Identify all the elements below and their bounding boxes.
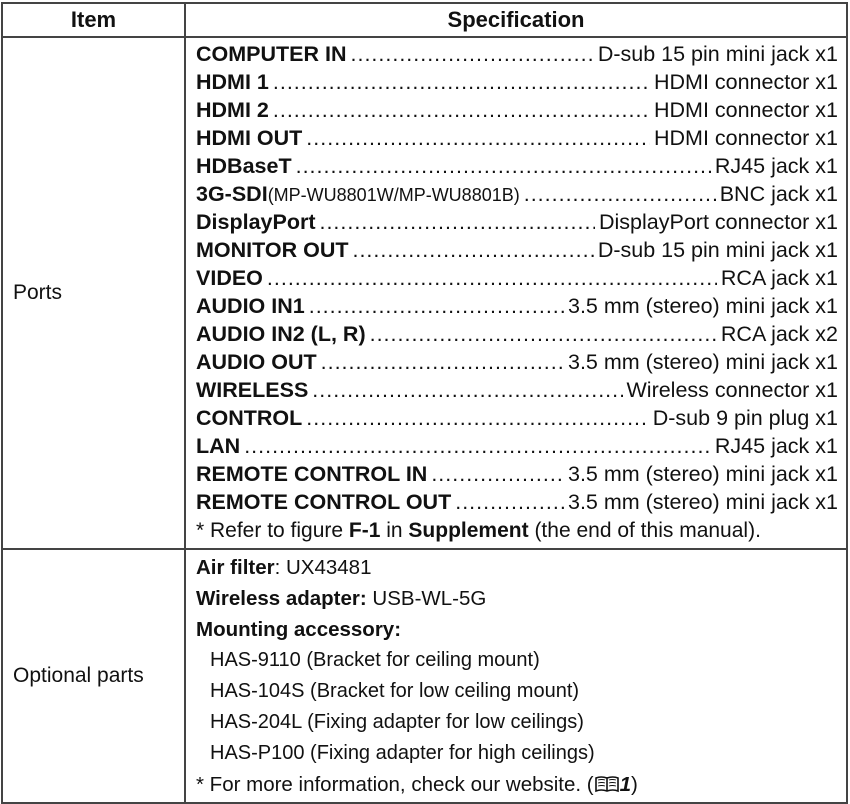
port-value: RJ45 jack x1 [714,154,838,178]
port-name: MONITOR OUT [196,238,349,262]
port-value: 3.5 mm (stereo) mini jack x1 [567,490,838,514]
ports-row [2,37,847,549]
port-row [196,376,838,404]
optional-footnote-suffix: ) [631,773,638,796]
port-name: REMOTE CONTROL IN [196,462,428,486]
port-name: CONTROL [196,406,303,430]
book-icon [594,775,620,793]
port-value: RCA jack x2 [720,322,838,346]
port-name: HDMI 1 [196,70,269,94]
leader-dots [309,292,564,320]
optional-spec [185,549,847,803]
port-value: 3.5 mm (stereo) mini jack x1 [567,462,838,486]
leader-dots [319,208,595,236]
leader-dots [321,348,564,376]
mounting-item: HAS-9110 (Bracket for ceiling mount) [210,649,540,671]
leader-dots [312,376,622,404]
port-name: AUDIO IN2 (L, R) [196,322,366,346]
port-name: LAN [196,434,241,458]
spec-table [1,2,848,804]
port-value: Wireless connector x1 [626,378,838,402]
port-value: BNC jack x1 [719,182,838,206]
port-name: COMPUTER IN [196,42,347,66]
ports-list [196,40,838,516]
mounting-item: HAS-P100 (Fixing adapter for high ceilings) [210,742,595,764]
ports-label: Ports [2,37,185,549]
optional-footnote-prefix: * For more information, check our website. ( [196,773,594,796]
leader-dots [352,236,593,264]
port-name: VIDEO [196,266,263,290]
port-name: AUDIO OUT [196,350,317,374]
port-row [196,236,838,264]
port-row [196,488,838,516]
port-value: HDMI connector x1 [653,126,838,150]
port-value: HDMI connector x1 [653,70,838,94]
air-filter-value: : UX43481 [274,556,372,579]
optional-footnote-page: 1 [619,773,632,796]
port-name: HDBaseT [196,154,292,178]
port-row [196,40,838,68]
wireless-adapter-value: USB-WL-5G [366,587,487,610]
port-row [196,208,838,236]
air-filter-line [196,552,838,583]
header-row [2,3,847,37]
wireless-adapter-line [196,583,838,614]
port-row [196,152,838,180]
ports-footnote [196,516,838,546]
port-row [196,460,838,488]
port-name: WIRELESS [196,378,309,402]
port-row [196,348,838,376]
air-filter-label: Air filter [196,556,275,579]
leader-dots [351,40,594,68]
leader-dots [296,152,711,180]
port-row [196,180,838,208]
footnote-supplement: Supplement [408,519,529,542]
footnote-figure: F-1 [348,519,381,542]
footnote-suffix: (the end of this manual). [528,519,761,542]
wireless-adapter-label: Wireless adapter: [196,587,367,610]
port-row [196,292,838,320]
port-row [196,68,838,96]
leader-dots [431,460,564,488]
port-value: 3.5 mm (stereo) mini jack x1 [567,350,838,374]
port-value: DisplayPort connector x1 [599,210,838,234]
port-name: REMOTE CONTROL OUT [196,490,452,514]
leader-dots [267,264,717,292]
port-value: D-sub 15 pin mini jack x1 [597,238,838,262]
port-name: AUDIO IN1 [196,294,305,318]
leader-dots [273,96,650,124]
port-value: D-sub 9 pin plug x1 [652,406,838,430]
optional-label: Optional parts [2,549,185,803]
optional-footnote [196,769,838,800]
port-row [196,404,838,432]
leader-dots [306,404,648,432]
mounting-item: HAS-104S (Bracket for low ceiling mount) [210,680,580,702]
leader-dots [524,180,716,208]
port-row [196,320,838,348]
mounting-accessory-heading [196,614,838,645]
footnote-prefix: * Refer to figure [196,519,349,542]
port-name: 3G-SDI [196,182,268,206]
footnote-middle: in [380,519,409,542]
leader-dots [244,432,711,460]
leader-dots [273,68,650,96]
optional-row [2,549,847,803]
port-note: (MP-WU8801W/MP-WU8801B) [267,185,520,205]
ports-spec [185,37,847,549]
port-value: 3.5 mm (stereo) mini jack x1 [567,294,838,318]
port-name: HDMI 2 [196,98,269,122]
port-value: RJ45 jack x1 [714,434,838,458]
port-row [196,124,838,152]
leader-dots [370,320,717,348]
port-row [196,264,838,292]
item-column-header: Item [2,3,185,37]
port-row [196,432,838,460]
port-value: RCA jack x1 [720,266,838,290]
leader-dots [306,124,650,152]
leader-dots [455,488,564,516]
port-name: HDMI OUT [196,126,303,150]
port-value: HDMI connector x1 [653,98,838,122]
port-value: D-sub 15 pin mini jack x1 [597,42,838,66]
port-name: DisplayPort [196,210,316,234]
specification-column-header: Specification [185,3,847,37]
mounting-accessory-label: Mounting accessory: [196,618,402,641]
mounting-item: HAS-204L (Fixing adapter for low ceilings) [210,711,584,733]
port-row [196,96,838,124]
